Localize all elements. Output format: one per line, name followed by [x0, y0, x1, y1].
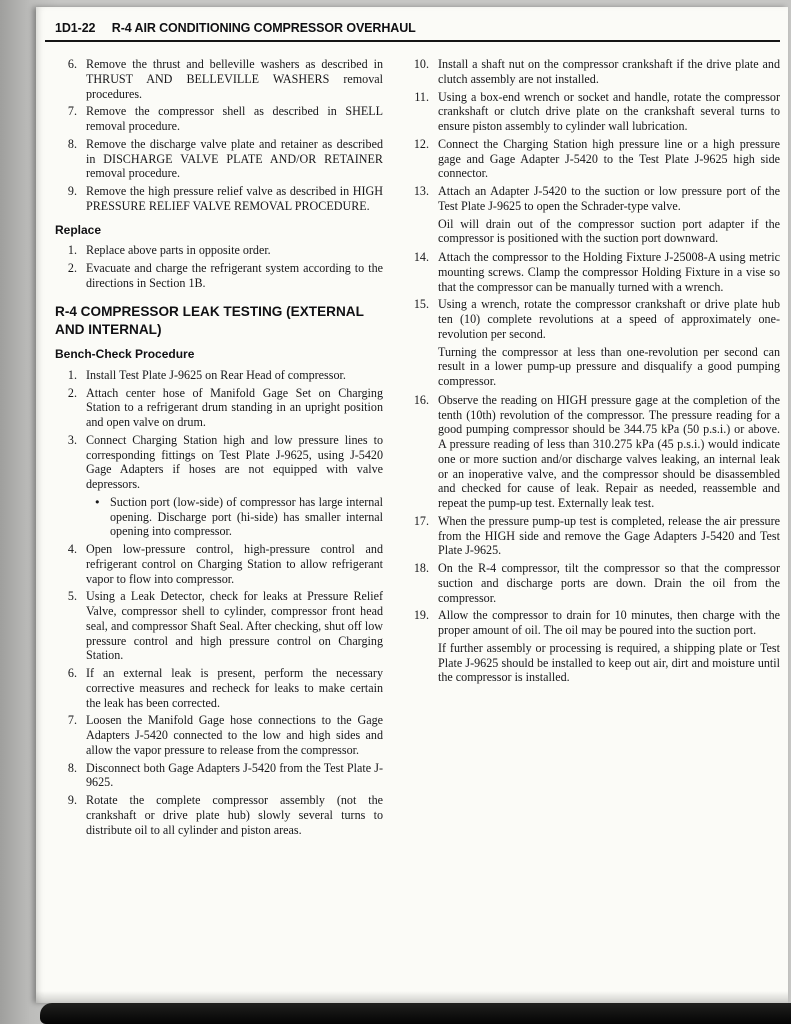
bench-check-list [55, 368, 383, 838]
item-number: 12. [413, 136, 429, 151]
list-item [55, 243, 383, 258]
item-text: Evacuate and charge the refrigerant system according to the directions in Section 1B. [86, 260, 383, 290]
item-text: Remove the discharge valve plate and retainer as described in DISCHARGE VALVE PLATE AND/OR RETAINER removal procedure. [86, 136, 383, 181]
list-item [55, 104, 383, 134]
item-number: 4. [67, 542, 77, 557]
item-text: If an external leak is present, perform the necessary corrective measures and recheck for leaks to make certain the leak has been corrected. [86, 666, 383, 710]
list-item [55, 589, 383, 663]
item-number: 10. [413, 57, 429, 71]
item-text: Allow the compressor to drain for 10 minutes, then charge with the proper amount of oil. The oil may be poured into the suction port. [438, 608, 780, 637]
item-text: Install Test Plate J-9625 on Rear Head of compressor. [86, 367, 346, 382]
list-item [55, 137, 383, 181]
item-text: Disconnect both Gage Adapters J-5420 from the Test Plate J-9625. [86, 760, 383, 790]
list-item [407, 393, 780, 511]
item-text: Remove the thrust and belleville washers as described in THRUST AND BELLEVILLE WASHERS removal procedures. [86, 57, 383, 101]
list-item [55, 542, 383, 586]
item-text: Observe the reading on HIGH pressure gage at the completion of the tenth (10th) revolution of the compressor. The pressure reading for a good pumping compressor should be 344.75 kPa (50 p.s.i.) or above. A pressure reading of less than 310.275 kPa (45 p.s.i.) would indicate one or more suction and/or discharge valves leaking, an internal leak or an inoperative valve, and the compressor should be disassembled and checked for cause of leak. Repair as needed, reassemble and repeat the pump-up test. Externally leak test. [438, 392, 780, 510]
list-item [55, 184, 383, 214]
bench-check-heading: Bench-Check Procedure [55, 347, 195, 362]
item-text: Attach an Adapter J-5420 to the suction or low pressure port of the Test Plate J-9625 to open the Schrader-type valve. [438, 184, 780, 213]
replace-steps-list [55, 243, 383, 290]
list-item [55, 713, 383, 757]
removal-steps-list [55, 57, 383, 214]
list-item [407, 608, 780, 638]
item-number: 2. [67, 385, 77, 400]
item-text: Rotate the complete compressor assembly (not the crankshaft or drive plate hub) slowly several turns to distribute oil to all cylinder and piston areas. [86, 793, 383, 837]
item-text: Attach center hose of Manifold Gage Set on Charging Station to a refrigerant drum standing in an upright position and open valve on drum. [86, 385, 383, 430]
item-number: 5. [67, 589, 77, 604]
list-item [55, 57, 383, 101]
list-item [55, 368, 383, 383]
list-item [407, 137, 780, 181]
item-number: 13. [413, 184, 429, 198]
list-item [407, 184, 780, 214]
two-column-body [36, 42, 788, 840]
item-number: 8. [67, 760, 77, 775]
item-number: 16. [413, 392, 429, 407]
list-item [55, 261, 383, 291]
item-text: Install a shaft nut on the compressor crankshaft if the drive plate and clutch assembly are not installed. [438, 57, 780, 86]
left-column [55, 57, 383, 840]
list-item [55, 761, 383, 791]
item-number: 14. [413, 250, 429, 264]
item-text: Open low-pressure control, high-pressure control and refrigerant control on Charging Station to allow refrigerant vapor to flow into compressor. [86, 542, 383, 586]
list-item [55, 386, 383, 430]
replace-heading: Replace [55, 222, 102, 237]
list-item [407, 90, 780, 134]
item-text: Remove the compressor shell as described in SHELL removal procedure. [86, 104, 383, 133]
list-item [407, 250, 780, 294]
list-item [407, 514, 780, 558]
item-text: Using a wrench, rotate the compressor crankshaft or drive plate hub ten (10) complete revolutions at a speed of approximately one-revolution per second. [438, 297, 780, 341]
bullet-text: Suction port (low-side) of compressor has large internal opening. Discharge port (hi-side) has smaller internal opening into compressor. [110, 494, 383, 539]
item-number: 3. [67, 432, 77, 447]
item-text: Attach the compressor to the Holding Fixture J-25008-A using metric mounting screws. Clamp the compressor Holding Fixture in a vise so that the compressor can be manually turned with a wrench. [438, 250, 780, 294]
scan-edge-bar [40, 1003, 791, 1024]
header-title: R-4 AIR CONDITIONING COMPRESSOR OVERHAUL [111, 21, 416, 35]
item-number: 6. [67, 666, 77, 681]
list-item [407, 57, 780, 87]
item-number: 18. [413, 561, 429, 575]
item-text: On the R-4 compressor, tilt the compressor so that the compressor suction and discharge ports are down. Drain the oil from the compressor. [438, 561, 780, 605]
item-number: 1. [67, 243, 77, 258]
document-page [36, 7, 788, 1003]
page-header [36, 7, 788, 35]
list-item [407, 297, 780, 341]
item-text: When the pressure pump-up test is completed, release the air pressure from the HIGH side and remove the Gage Adapters J-5420 and Test Plate J-9625. [438, 513, 780, 558]
page-number: 1D1-22 [55, 21, 96, 35]
item-text: Loosen the Manifold Gage hose connections to the Gage Adapters J-5420 connected to the low and high sides and allow the vapor pressure to release from the compressor. [86, 713, 383, 757]
continuation-paragraph: Turning the compressor at less than one-revolution per second can result in a lower pump-up pressure and disqualify a good pumping compressor. [438, 344, 780, 388]
item-number: 9. [67, 793, 77, 808]
bullet-item [95, 495, 383, 539]
leak-testing-section-heading: R-4 COMPRESSOR LEAK TESTING (EXTERNAL AND INTERNAL) [55, 304, 364, 337]
item-text: Replace above parts in opposite order. [86, 243, 271, 258]
item-number: 17. [413, 513, 429, 528]
continuation-paragraph: Oil will drain out of the compressor suction port adapter if the compressor is positioned with the suction port downward. [438, 216, 780, 246]
item-text: Connect the Charging Station high pressure line or a high pressure gage and Gage Adapter J-5420 to the Test Plate J-9625 high side connector. [438, 136, 780, 181]
bullet-icon: ● [95, 496, 100, 506]
item-number: 9. [67, 184, 77, 198]
item-number: 8. [67, 136, 77, 151]
item-text: Remove the high pressure relief valve as described in HIGH PRESSURE RELIEF VALVE REMOVAL PROCEDURE. [86, 184, 383, 213]
list-item [55, 793, 383, 837]
item-text: Using a Leak Detector, check for leaks at Pressure Relief Valve, compressor shell to cylinder, compressor front head seal, and compressor Shaft Seal. After checking, shut off low pressure control and high pressure control on Charging Station. [86, 589, 383, 663]
item-number: 7. [67, 713, 77, 728]
item-number: 6. [67, 57, 77, 71]
list-item [55, 433, 383, 492]
item-text: Using a box-end wrench or socket and handle, rotate the compressor crankshaft or clutch drive plate on the crankshaft several turns to ensure piston assembly to cylinder wall lubrication. [438, 89, 780, 133]
bench-check-list-continued [407, 57, 780, 685]
list-item [55, 666, 383, 710]
item-number: 19. [413, 608, 429, 623]
item-number: 2. [67, 260, 77, 275]
list-item [407, 561, 780, 605]
item-text: Connect Charging Station high and low pressure lines to corresponding fittings on Test Plate J-9625, using J-5420 Gage Adapters if hoses are not equipped with valve depressors. [86, 432, 383, 492]
right-column [407, 57, 780, 840]
item-number: 15. [413, 297, 429, 312]
continuation-paragraph: If further assembly or processing is required, a shipping plate or Test Plate J-9625 should be installed to keep out air, dirt and moisture until the compressor is installed. [438, 640, 780, 685]
item-number: 7. [67, 104, 77, 119]
item-number: 11. [414, 89, 429, 104]
item-number: 1. [67, 367, 77, 382]
